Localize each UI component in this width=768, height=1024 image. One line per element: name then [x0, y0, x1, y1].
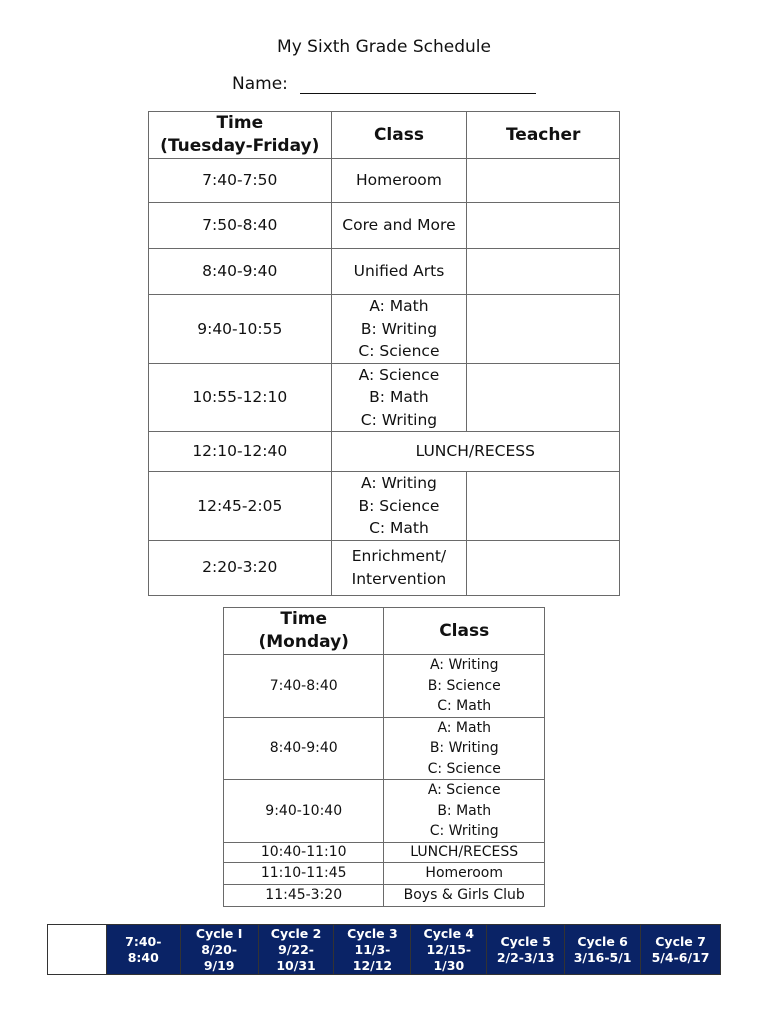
class-text: C: Math	[369, 519, 429, 537]
table-row	[224, 655, 545, 718]
cycle-text: 9/22-	[278, 941, 314, 957]
teacher-cell[interactable]	[467, 540, 620, 595]
cycle-text: 11/3-	[354, 941, 391, 957]
class-text: B: Math	[369, 388, 429, 406]
class-text: B: Writing	[360, 319, 438, 338]
time-cell: 12:45-2:05	[149, 472, 332, 541]
time-cell: 9:40-10:40	[224, 780, 384, 843]
cycle-row	[48, 925, 721, 975]
table-row	[224, 780, 545, 843]
class-text: A: Science	[358, 365, 440, 384]
class-cell	[384, 884, 545, 906]
class-cell	[384, 717, 545, 780]
class-text: B: Writing	[429, 740, 499, 756]
header-text: (Tuesday-Friday)	[160, 136, 320, 156]
teacher-cell[interactable]	[467, 203, 620, 249]
column-header	[467, 112, 620, 159]
cycle-text: 9/19	[203, 957, 235, 973]
column-header	[224, 608, 384, 655]
class-text: C: Writing	[429, 823, 499, 839]
table-header-row	[224, 608, 545, 655]
table-row	[149, 295, 620, 364]
class-text: A: Science	[427, 782, 501, 798]
class-text: Enrichment/	[351, 547, 447, 565]
class-text: C: Math	[437, 698, 492, 714]
teacher-cell[interactable]	[467, 159, 620, 203]
class-cell	[384, 655, 545, 718]
column-header	[384, 608, 545, 655]
cycle-text: 3/16-5/1	[573, 949, 632, 965]
cycle-cell	[411, 925, 487, 975]
header-text: Time	[280, 609, 328, 629]
cycle-text: 12/12	[352, 957, 393, 973]
time-cell: 9:40-10:55	[149, 295, 332, 364]
cycle-text: 1/30	[433, 957, 465, 973]
header-text: Class	[373, 124, 424, 145]
blank-cell	[48, 925, 107, 975]
class-text: Homeroom	[356, 171, 442, 190]
teacher-cell[interactable]	[467, 363, 620, 432]
class-text: C: Writing	[360, 410, 438, 429]
class-text: Homeroom	[425, 865, 503, 881]
class-cell	[384, 862, 545, 884]
table-row	[224, 717, 545, 780]
teacher-cell[interactable]	[467, 249, 620, 295]
table-row	[149, 432, 620, 472]
cycle-text: Cycle 4	[423, 925, 475, 941]
class-cell	[331, 295, 467, 364]
time-cell: 7:50-8:40	[149, 203, 332, 249]
time-cell: 7:40-7:50	[149, 159, 332, 203]
cycle-dates-table	[47, 924, 721, 975]
class-text: LUNCH/RECESS	[410, 844, 519, 860]
class-cell	[331, 249, 467, 295]
header-text: Class	[439, 620, 490, 641]
class-cell	[331, 203, 467, 249]
cycle-cell	[641, 925, 721, 975]
column-header	[331, 112, 467, 159]
page-title: My Sixth Grade Schedule	[277, 37, 491, 57]
cycle-text: Cycle 3	[347, 925, 398, 941]
class-text: A: Math	[369, 297, 429, 315]
table-row	[149, 249, 620, 295]
name-field-row	[232, 74, 536, 94]
class-cell	[331, 363, 467, 432]
table-row	[149, 159, 620, 203]
table-row	[149, 540, 620, 595]
class-text: C: Science	[427, 760, 501, 777]
cycle-text: 8/20-	[201, 941, 238, 957]
cycle-cell	[487, 925, 565, 975]
cycle-text: 8:40	[127, 949, 159, 965]
class-text: Unified Arts	[353, 262, 445, 281]
cycle-text: Cycle 2	[270, 925, 322, 941]
cycle-text: 2/2-3/13	[496, 949, 555, 965]
cycle-cell	[334, 925, 411, 975]
table-row	[224, 862, 545, 884]
class-text: LUNCH/RECESS	[415, 442, 535, 461]
table-row	[149, 203, 620, 249]
time-cell: 2:20-3:20	[149, 540, 332, 595]
teacher-cell[interactable]	[467, 472, 620, 541]
time-cell: 10:40-11:10	[224, 842, 384, 862]
time-cell: 11:10-11:45	[224, 862, 384, 884]
class-cell	[331, 472, 467, 541]
time-cell: 7:40-8:40	[224, 655, 384, 718]
cycle-cell	[180, 925, 258, 975]
cycle-text: 12/15-	[426, 941, 472, 957]
header-text: Teacher	[505, 124, 581, 145]
teacher-cell[interactable]	[467, 295, 620, 364]
class-text: B: Math	[437, 802, 492, 819]
cycle-text: 5/4-6/17	[651, 949, 710, 965]
name-blank-line[interactable]	[300, 75, 536, 94]
time-cell: 11:45-3:20	[224, 884, 384, 906]
table-row	[224, 842, 545, 862]
header-text: Time	[216, 113, 264, 133]
column-header	[149, 112, 332, 159]
table-row	[149, 472, 620, 541]
table-header-row	[149, 112, 620, 159]
class-text: Core and More	[342, 216, 456, 235]
class-text: B: Science	[427, 677, 501, 694]
class-text: B: Science	[358, 496, 440, 515]
time-cell: 12:10-12:40	[149, 432, 332, 472]
tuesday-friday-schedule-table	[148, 111, 620, 596]
class-text: A: Writing	[361, 474, 437, 492]
time-cell: 8:40-9:40	[224, 717, 384, 780]
time-cell: 8:40-9:40	[149, 249, 332, 295]
cycle-cell	[565, 925, 641, 975]
class-text: Boys & Girls Club	[403, 887, 525, 903]
cycle-cell	[106, 925, 180, 975]
cycle-text: Cycle 5	[500, 933, 551, 949]
class-text: A: Writing	[429, 657, 499, 673]
cycle-text: Cycle 7	[655, 933, 706, 949]
header-text: (Monday)	[258, 632, 349, 652]
class-text: Intervention	[351, 569, 447, 588]
class-cell	[331, 432, 619, 472]
cycle-text: Cycle I	[195, 925, 243, 941]
monday-schedule-table	[223, 607, 545, 907]
class-cell	[384, 842, 545, 862]
class-cell	[384, 780, 545, 843]
name-label: Name:	[232, 74, 288, 94]
time-cell: 10:55-12:10	[149, 363, 332, 432]
table-row	[149, 363, 620, 432]
cycle-text: 10/31	[276, 957, 316, 973]
class-text: C: Science	[358, 342, 440, 360]
class-cell	[331, 540, 467, 595]
cycle-text: Cycle 6	[577, 933, 628, 949]
cycle-text: 7:40-	[125, 933, 162, 949]
table-row	[224, 884, 545, 906]
class-text: A: Math	[437, 719, 491, 736]
class-cell	[331, 159, 467, 203]
cycle-cell	[258, 925, 334, 975]
